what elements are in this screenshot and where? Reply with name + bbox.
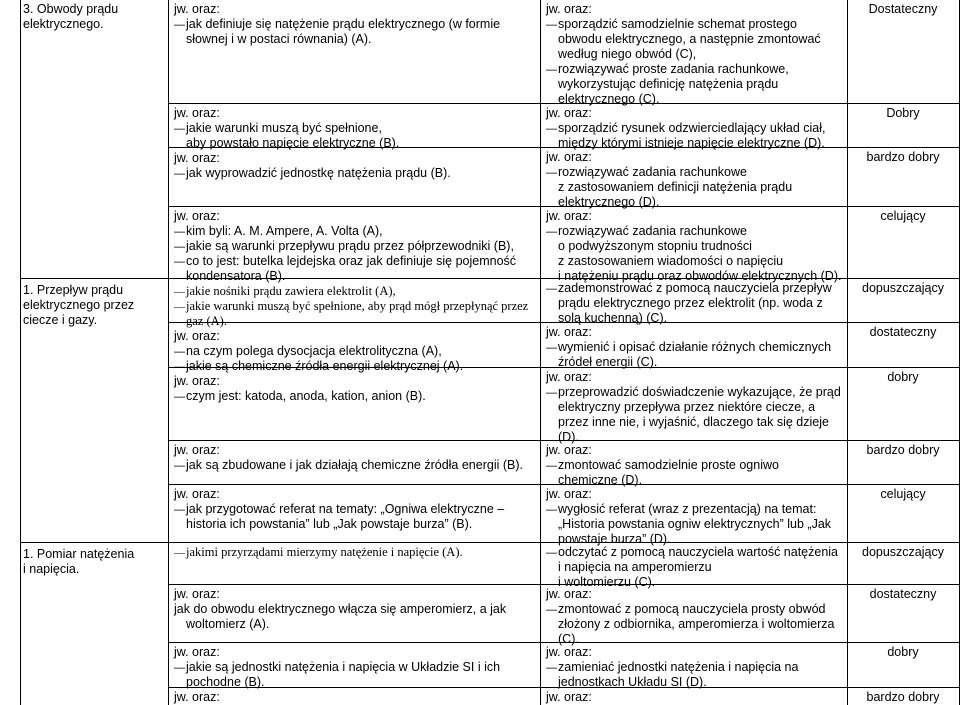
grade-label: bardzo dobry bbox=[866, 443, 940, 457]
text-line: jednostkach Układu SI (D). bbox=[558, 675, 707, 689]
text-line: historia ich powstania” lub „Jak powstaje burza” (B). bbox=[186, 517, 473, 531]
text-line: i woltomierzu (C). bbox=[558, 575, 656, 589]
text-line: według niego obwód (C), bbox=[558, 47, 697, 61]
section-title bbox=[23, 283, 163, 328]
text-line: słownej i w postaci równania) (A). bbox=[186, 32, 372, 46]
grade-label: celujący bbox=[880, 209, 926, 223]
grade-label: bardzo dobry bbox=[866, 690, 940, 704]
bullet-item: — sporządzić rysunek odzwierciedlający układ ciał, bbox=[546, 121, 845, 136]
grade-label: dopuszczający bbox=[862, 545, 944, 559]
bullet-item: — wymienić i opisać działanie różnych chemicznych bbox=[546, 340, 845, 355]
text-line: jw. oraz: bbox=[174, 587, 220, 601]
bullet-item: — co to jest: butelka lejdejska oraz jak definiuje się pojemność bbox=[174, 254, 538, 269]
column-border bbox=[168, 0, 169, 705]
bullet-item: — sporządzić samodzielnie schemat prostego bbox=[546, 17, 845, 32]
section-title-line: 3. Obwody prądu bbox=[23, 2, 119, 16]
grade-label: dostateczny bbox=[869, 587, 937, 601]
text-line: jw. oraz: bbox=[546, 209, 592, 223]
text-line: między którymi istnieje napięcie elektryczne (D). bbox=[558, 136, 825, 150]
bullet-item: — jak są zbudowane i jak działają chemiczne źródła energii (B). bbox=[174, 458, 538, 473]
text-line: jw. oraz: bbox=[546, 106, 592, 120]
text-line: gaz (A). bbox=[186, 314, 227, 328]
text-line: jw. oraz: bbox=[174, 329, 220, 343]
text-line: jw. oraz: bbox=[174, 2, 220, 16]
text-line: jw. oraz: bbox=[174, 690, 220, 704]
text-line: wykorzystując definicję natężenia prądu bbox=[558, 77, 779, 91]
skills-cell bbox=[546, 545, 845, 590]
bullet-item: — rozwiązywać zadania rachunkowe bbox=[546, 165, 845, 180]
bullet-item: — na czym polega dysocjacja elektrolityczna (A), bbox=[174, 344, 538, 359]
section-title-line: elektrycznego. bbox=[23, 17, 104, 31]
text-line: z zastosowaniem wiadomości o napięciu bbox=[558, 254, 784, 268]
skills-cell bbox=[546, 209, 845, 284]
grade-label: dostateczny bbox=[869, 325, 937, 339]
skills-cell bbox=[546, 645, 845, 705]
section-title-line: ciecze i gazy. bbox=[23, 313, 98, 327]
text-line: źródeł energii (C). bbox=[558, 355, 658, 369]
bullet-item: — zamieniać jednostki natężenia i napięcia na bbox=[546, 660, 845, 675]
text-line: (D). bbox=[558, 430, 579, 444]
text-line: elektryczny przepływa przez niektóre ciecze, a bbox=[558, 400, 816, 414]
bullet-item: — zmontować samodzielnie proste ogniwo bbox=[546, 458, 845, 473]
text-line: i napięcia na amperomierzu bbox=[558, 560, 712, 574]
skills-cell bbox=[546, 325, 845, 370]
section-title-line: 1. Przepływ prądu bbox=[23, 283, 124, 297]
text-line: jak do obwodu elektrycznego włącza się amperomierz, a jak bbox=[174, 602, 507, 616]
bullet-item: — kim byli: A. M. Ampere, A. Volta (A), bbox=[174, 224, 538, 239]
grade-label: celujący bbox=[880, 487, 926, 501]
skills-cell bbox=[546, 370, 845, 445]
bullet-item: — jakimi przyrządami mierzymy natężenie i napięcie (A). bbox=[174, 545, 538, 560]
text-line: złożony z odbiornika, amperomierza i woltomierza bbox=[558, 617, 835, 631]
text-line: jw. oraz: bbox=[546, 370, 592, 384]
knowledge-cell bbox=[174, 645, 538, 705]
knowledge-cell bbox=[174, 545, 538, 560]
text-line: solą kuchenną) (C). bbox=[558, 311, 668, 325]
text-line: jw. oraz: bbox=[174, 209, 220, 223]
knowledge-cell bbox=[174, 106, 538, 181]
text-line: prądu elektrycznego przez elektrolit (np. woda z bbox=[558, 296, 823, 310]
text-line: jw. oraz: bbox=[174, 645, 220, 659]
grade-label: dopuszczający bbox=[862, 281, 944, 295]
grade-label: dobry bbox=[887, 645, 919, 659]
text-line: elektrycznego (C). bbox=[558, 92, 660, 106]
bullet-item: — rozwiązywać zadania rachunkowe bbox=[546, 224, 845, 239]
text-line: przez inne nie, i wyjaśnić, dlaczego tak się dzieje bbox=[558, 415, 829, 429]
text-line: jw. oraz: bbox=[174, 487, 220, 501]
text-line: i natężeniu prądu oraz obwodów elektrycznych (D). bbox=[558, 269, 842, 283]
section-title-line: elektrycznego przez bbox=[23, 298, 135, 312]
text-line: elektrycznego (D). bbox=[558, 195, 660, 209]
knowledge-cell bbox=[174, 443, 538, 473]
knowledge-cell bbox=[174, 209, 538, 404]
knowledge-cell bbox=[174, 2, 538, 47]
bullet-item: — zademonstrować z pomocą nauczyciela przepływ bbox=[546, 281, 845, 296]
bullet-item: — czym jest: katoda, anoda, kation, anion (B). bbox=[174, 389, 538, 404]
text-line: z zastosowaniem definicji natężenia prądu bbox=[558, 180, 793, 194]
skills-cell bbox=[546, 587, 845, 647]
section-title-line: i napięcia. bbox=[23, 562, 80, 576]
grade-label: Dostateczny bbox=[868, 2, 938, 16]
text-line: jw. oraz: bbox=[174, 151, 220, 165]
knowledge-cell bbox=[174, 587, 538, 632]
text-line: jw. oraz: bbox=[546, 690, 592, 704]
bullet-item: — jakie są chemiczne źródła energii elektrycznej (A). bbox=[174, 359, 538, 374]
text-line: jw. oraz: bbox=[546, 487, 592, 501]
bullet-item: — jak przygotować referat na tematy: „Ogniwa elektryczne – bbox=[174, 502, 538, 517]
bullet-item: — zmontować z pomocą nauczyciela prosty obwód bbox=[546, 602, 845, 617]
skills-cell bbox=[546, 281, 845, 326]
section-border bbox=[20, 278, 169, 279]
text-line: jw. oraz: bbox=[174, 443, 220, 457]
skills-cell bbox=[546, 106, 845, 151]
section-border bbox=[20, 542, 169, 543]
text-line: pochodne (B). bbox=[186, 675, 265, 689]
text-line: jw. oraz: bbox=[174, 106, 220, 120]
knowledge-cell bbox=[174, 487, 538, 532]
text-line: „Historia powstania ogniw elektrycznych” lub „Jak bbox=[558, 517, 832, 531]
grade-label: dobry bbox=[887, 370, 919, 384]
text-line: obwodu elektrycznego, a następnie zmontować bbox=[558, 32, 821, 46]
text-line: woltomierz (A). bbox=[186, 617, 270, 631]
grade-label: Dobry bbox=[886, 106, 920, 120]
skills-cell bbox=[546, 150, 845, 210]
bullet-item: — jak definiuje się natężenie prądu elektrycznego (w formie bbox=[174, 17, 538, 32]
column-border bbox=[20, 0, 21, 705]
bullet-item: — rozwiązywać proste zadania rachunkowe, bbox=[546, 62, 845, 77]
text-line: chemiczne (D). bbox=[558, 473, 643, 487]
text-line: jw. oraz: bbox=[546, 587, 592, 601]
text-line: jw. oraz: bbox=[546, 645, 592, 659]
bullet-item: — jakie warunki muszą być spełnione, bbox=[174, 121, 538, 136]
text-line: o podwyższonym stopniu trudności bbox=[558, 239, 752, 253]
text-line: jw. oraz: bbox=[546, 325, 592, 339]
skills-cell bbox=[546, 2, 845, 107]
section-title bbox=[23, 547, 163, 577]
column-border bbox=[540, 0, 541, 705]
bullet-item: — odczytać z pomocą nauczyciela wartość natężenia bbox=[546, 545, 845, 560]
section-title bbox=[23, 2, 163, 32]
bullet-item: — jakie warunki muszą być spełnione, aby prąd mógł przepłynąć przez bbox=[174, 299, 538, 314]
bullet-item: — jak wyprowadzić jednostkę natężenia prądu (B). bbox=[174, 166, 538, 181]
skills-cell bbox=[546, 443, 845, 488]
text-line: powstaje burza” (D). bbox=[558, 532, 671, 546]
bullet-item: — wygłosić referat (wraz z prezentacją) na temat: bbox=[546, 502, 845, 517]
text-line: jw. oraz: bbox=[546, 443, 592, 457]
bullet-item: — jakie są jednostki natężenia i napięcia w Układzie SI i ich bbox=[174, 660, 538, 675]
text-line: kondensatora (B). bbox=[186, 269, 286, 283]
section-title-line: 1. Pomiar natężenia bbox=[23, 547, 135, 561]
grade-label: bardzo dobry bbox=[866, 150, 940, 164]
bullet-item: — przeprowadzić doświadczenie wykazujące, że prąd bbox=[546, 385, 845, 400]
text-line: (C). bbox=[558, 632, 579, 646]
text-line: jw. oraz: bbox=[546, 150, 592, 164]
bullet-item: — jakie nośniki prądu zawiera elektrolit (A), bbox=[174, 284, 538, 299]
text-line: aby powstało napięcie elektryczne (B). bbox=[186, 136, 400, 150]
skills-cell bbox=[546, 487, 845, 547]
bullet-item: — jakie są warunki przepływu prądu przez półprzewodniki (B), bbox=[174, 239, 538, 254]
text-line: jw. oraz: bbox=[174, 374, 220, 388]
text-line: jw. oraz: bbox=[546, 2, 592, 16]
